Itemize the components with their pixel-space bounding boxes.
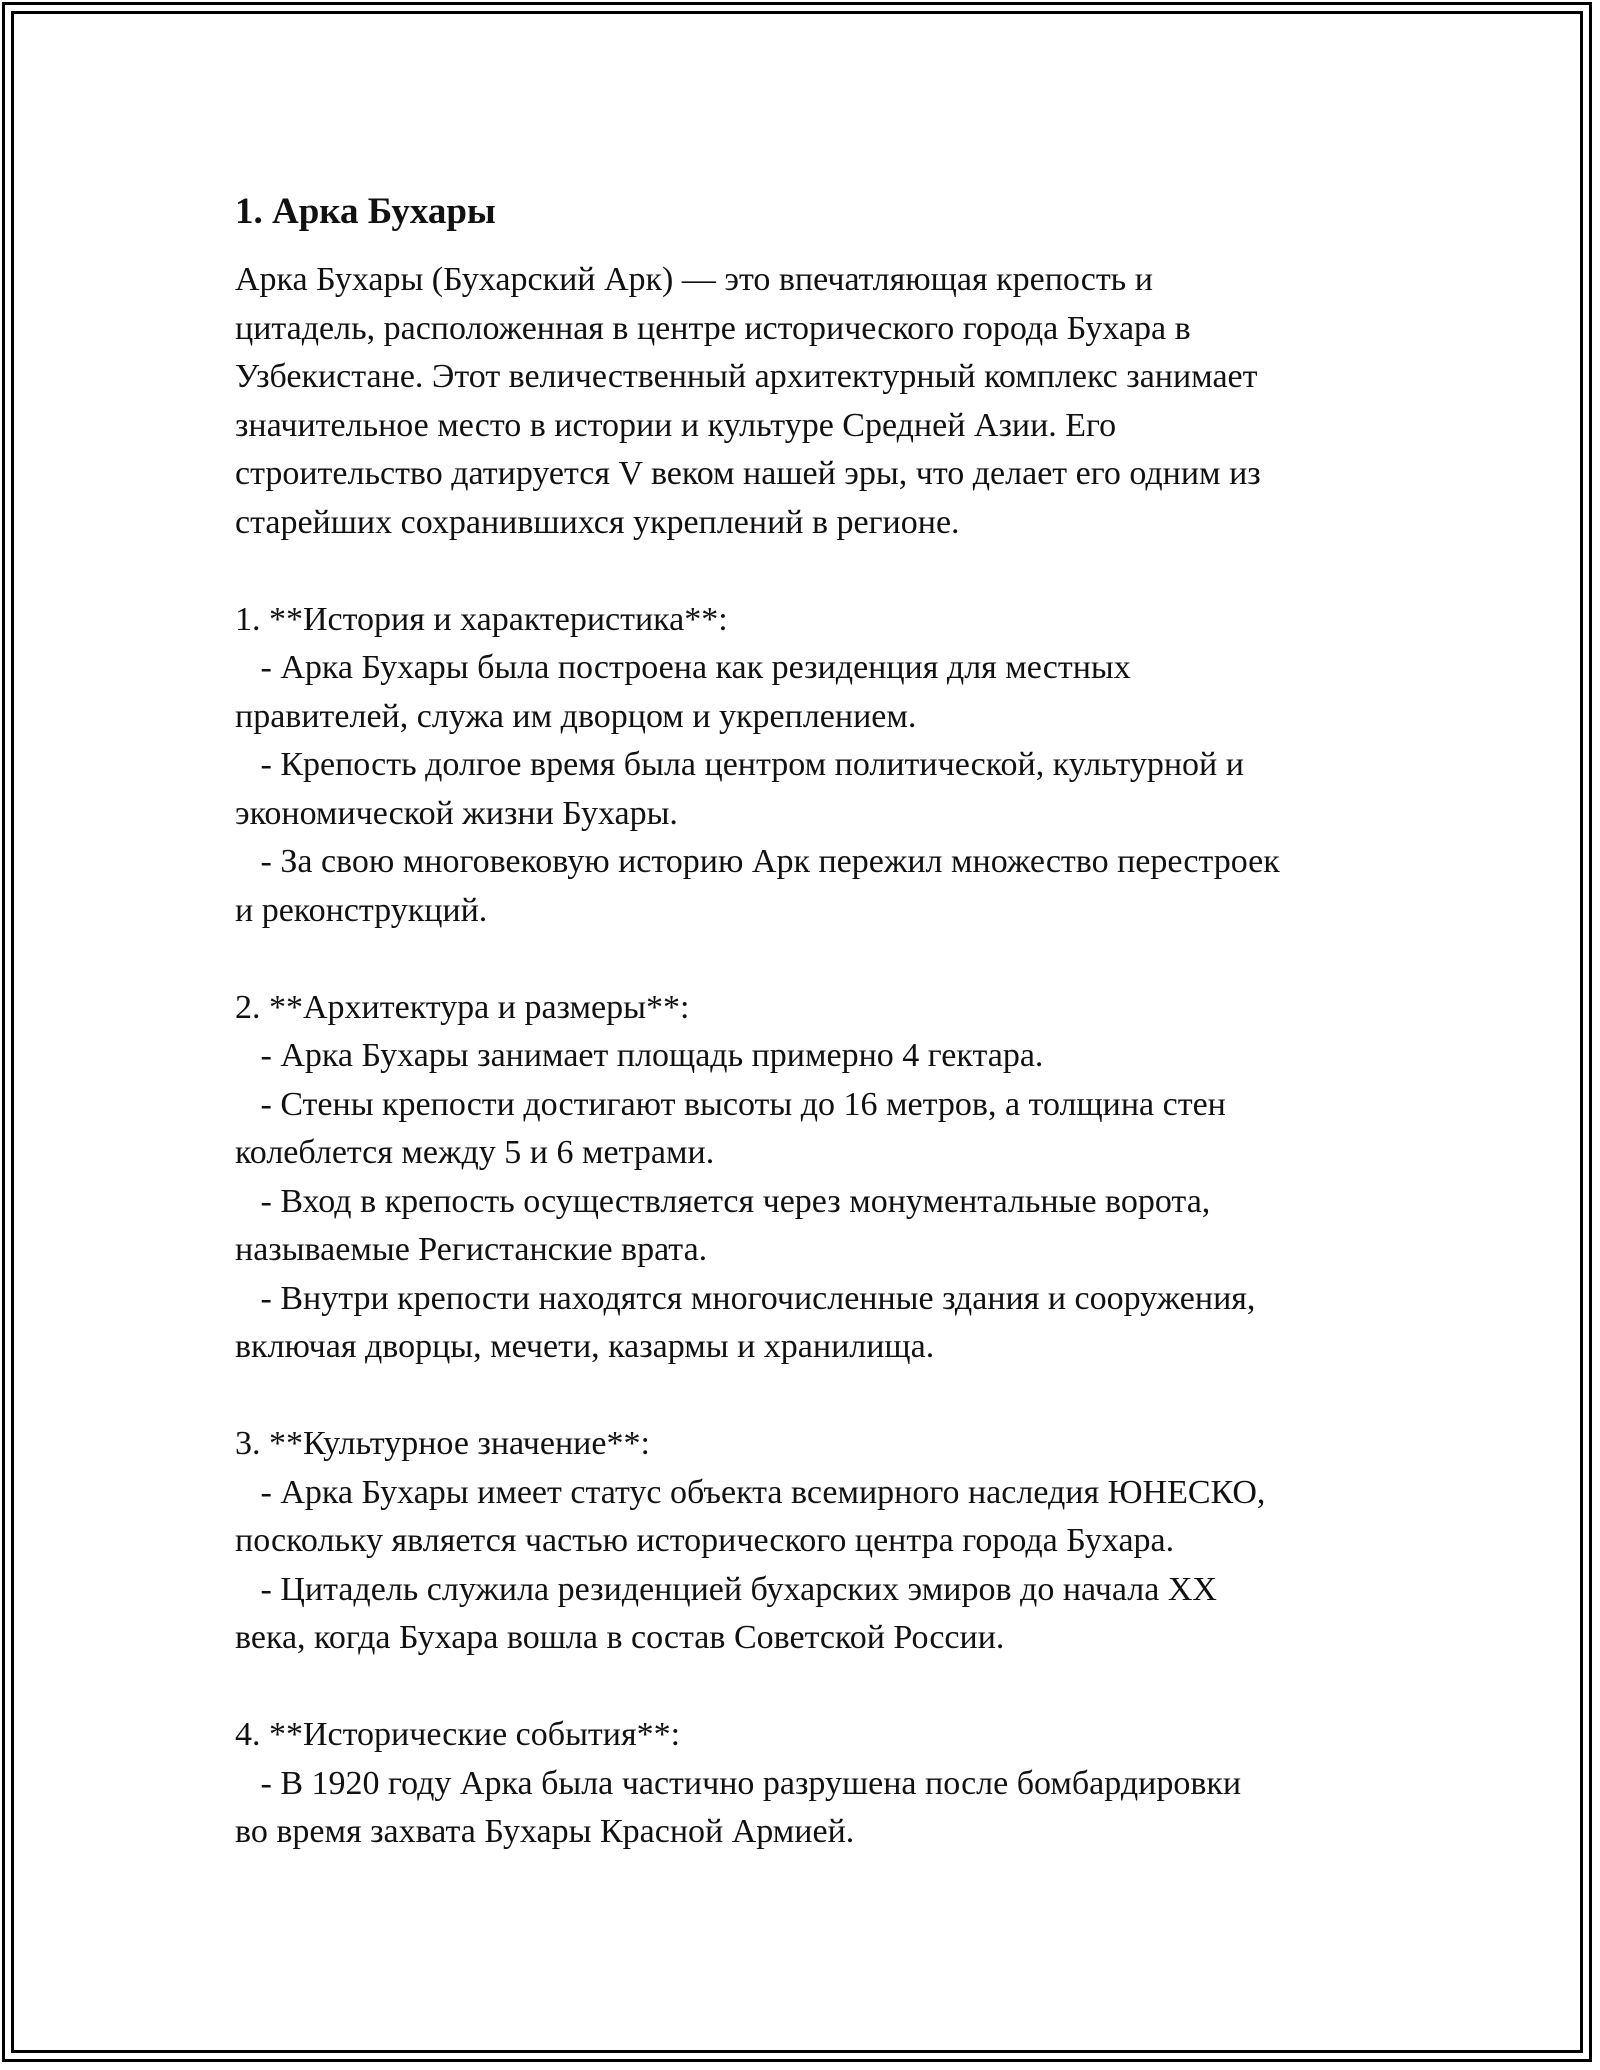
section-line: - Арка Бухары имеет статус объекта всемирного наследия ЮНЕСКО,: [235, 1473, 1266, 1511]
intro-line: Узбекистане. Этот величественный архитектурный комплекс занимает: [235, 358, 1258, 395]
section-line: включая дворцы, мечети, казармы и хранилища.: [235, 1328, 935, 1365]
section-line: во время захвата Бухары Красной Армией.: [235, 1813, 855, 1850]
document-body: [235, 188, 1385, 1857]
section-title: 3. **Культурное значение**:: [235, 1425, 650, 1462]
paragraph-gap: [235, 935, 1385, 984]
section-events: [235, 1711, 1385, 1857]
section-line: - Арка Бухары занимает площадь примерно 4 гектара.: [235, 1037, 1044, 1074]
section-cultural: [235, 1420, 1385, 1663]
paragraph-gap: [235, 1372, 1385, 1421]
intro-line: цитадель, расположенная в центре исторического города Бухара в: [235, 309, 1191, 347]
section-title: 4. **Исторические события**:: [235, 1716, 681, 1753]
intro-line: строительство датируется V веком нашей эры, что делает его одним из: [235, 455, 1261, 492]
section-history: [235, 596, 1385, 936]
section-line: поскольку является частью исторического центра города Бухара.: [235, 1522, 1175, 1559]
section-line: колеблется между 5 и 6 метрами.: [235, 1134, 715, 1171]
section-line: - Цитадель служила резиденцией бухарских эмиров до начала XX: [235, 1570, 1217, 1608]
section-line: - В 1920 году Арка была частично разрушена после бомбардировки: [235, 1764, 1242, 1802]
section-architecture: [235, 984, 1385, 1372]
section-line: века, когда Бухара вошла в состав Советской России.: [235, 1619, 1005, 1656]
intro-paragraph: [235, 256, 1385, 547]
section-title: 1. **История и характеристика**:: [235, 600, 728, 638]
section-line: - Стены крепости достигают высоты до 16 метров, а толщина стен: [235, 1085, 1226, 1123]
section-line: - За свою многовековую историю Арк пережил множество перестроек: [235, 843, 1280, 880]
section-line: - Арка Бухары была построена как резиденция для местных: [235, 649, 1131, 686]
section-line: - Вход в крепость осуществляется через монументальные ворота,: [235, 1182, 1211, 1220]
intro-line: значительное место в истории и культуре Средней Азии. Его: [235, 406, 1117, 444]
section-line: - Крепость долгое время была центром политической, культурной и: [235, 746, 1244, 783]
document-heading: 1. Арка Бухары: [235, 191, 496, 232]
intro-line: Арка Бухары (Бухарский Арк) — это впечатляющая крепость и: [235, 261, 1153, 298]
section-line: и реконструкций.: [235, 891, 488, 929]
section-title: 2. **Архитектура и размеры**:: [235, 988, 690, 1026]
paragraph-gap: [235, 547, 1385, 596]
section-line: правителей, служа им дворцом и укреплением.: [235, 697, 917, 735]
section-line: экономической жизни Бухары.: [235, 794, 678, 832]
paragraph-gap: [235, 1663, 1385, 1712]
intro-line: старейших сохранившихся укреплений в регионе.: [235, 503, 960, 541]
section-line: - Внутри крепости находятся многочисленные здания и сооружения,: [235, 1279, 1256, 1317]
section-line: называемые Регистанские врата.: [235, 1231, 708, 1268]
